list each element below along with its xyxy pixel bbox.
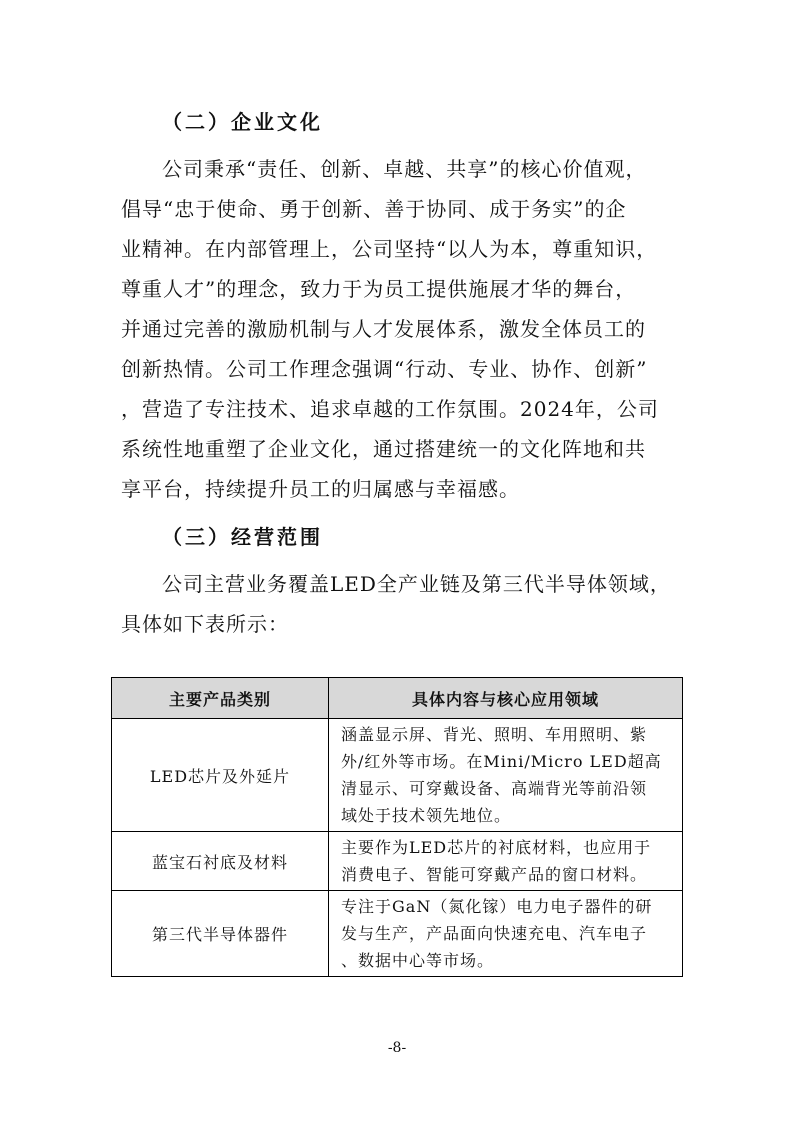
paragraph-line: 并通过完善的激励机制与人才发展体系，激发全体员工的 — [121, 317, 646, 341]
paragraph-line: 公司主营业务覆盖LED全产业链及第三代半导体领域， — [162, 572, 671, 596]
column-header-description: 具体内容与核心应用领域 — [329, 678, 683, 719]
paragraph-line: 尊重人才”的理念，致力于为员工提供施展才华的舞台， — [121, 277, 637, 301]
page-number: -8- — [387, 1040, 407, 1056]
description-line: 专注于GaN（氮化镓）电力电子器件的研 — [341, 897, 653, 916]
category-cell: 第三代半导体器件 — [112, 891, 329, 977]
paragraph-line: 公司秉承“责任、创新、卓越、共享”的核心价值观， — [162, 157, 647, 181]
paragraph-line: 业精神。在内部管理上，公司坚持“以人为本，尊重知识， — [121, 237, 658, 261]
table-row — [112, 832, 683, 891]
description-line: 消费电子、智能可穿戴产品的窗口材料。 — [341, 865, 648, 884]
table-row — [112, 891, 683, 977]
paragraph-line: 创新热情。公司工作理念强调“行动、专业、协作、创新” — [121, 357, 648, 381]
category-cell: 蓝宝石衬底及材料 — [112, 832, 329, 891]
description-line: 域处于技术领先地位。 — [341, 806, 512, 825]
description-line: 外/红外等市场。在Mini/Micro LED超高 — [341, 752, 662, 771]
table-header-row — [112, 678, 683, 719]
column-header-category: 主要产品类别 — [112, 678, 329, 719]
description-cell — [329, 832, 683, 891]
description-line: 发与生产，产品面向快速充电、汽车电子 — [341, 924, 648, 943]
table-row — [112, 719, 683, 832]
description-cell — [329, 891, 683, 977]
paragraph-line: 倡导“忠于使命、勇于创新、善于协同、成于务实”的企 — [121, 197, 627, 221]
description-line: 、数据中心等市场。 — [341, 951, 495, 970]
description-line: 涵盖显示屏、背光、照明、车用照明、紫 — [341, 725, 648, 744]
paragraph-line: 具体如下表所示： — [121, 612, 289, 636]
description-line: 清显示、可穿戴设备、高端背光等前沿领 — [341, 779, 648, 798]
paragraph-line: ，营造了专注技术、追求卓越的工作氛围。2024年，公司 — [121, 397, 659, 421]
culture-heading: （二）企业文化 — [162, 110, 323, 134]
category-cell: LED芯片及外延片 — [112, 719, 329, 832]
paragraph-line: 系统性地重塑了企业文化，通过搭建统一的文化阵地和共 — [121, 437, 646, 461]
business-scope-table — [111, 677, 683, 977]
paragraph-line: 享平台，持续提升员工的归属感与幸福感。 — [121, 477, 520, 501]
description-line: 主要作为LED芯片的衬底材料，也应用于 — [341, 838, 652, 857]
description-cell — [329, 719, 683, 832]
scope-heading: （三）经营范围 — [162, 525, 323, 549]
